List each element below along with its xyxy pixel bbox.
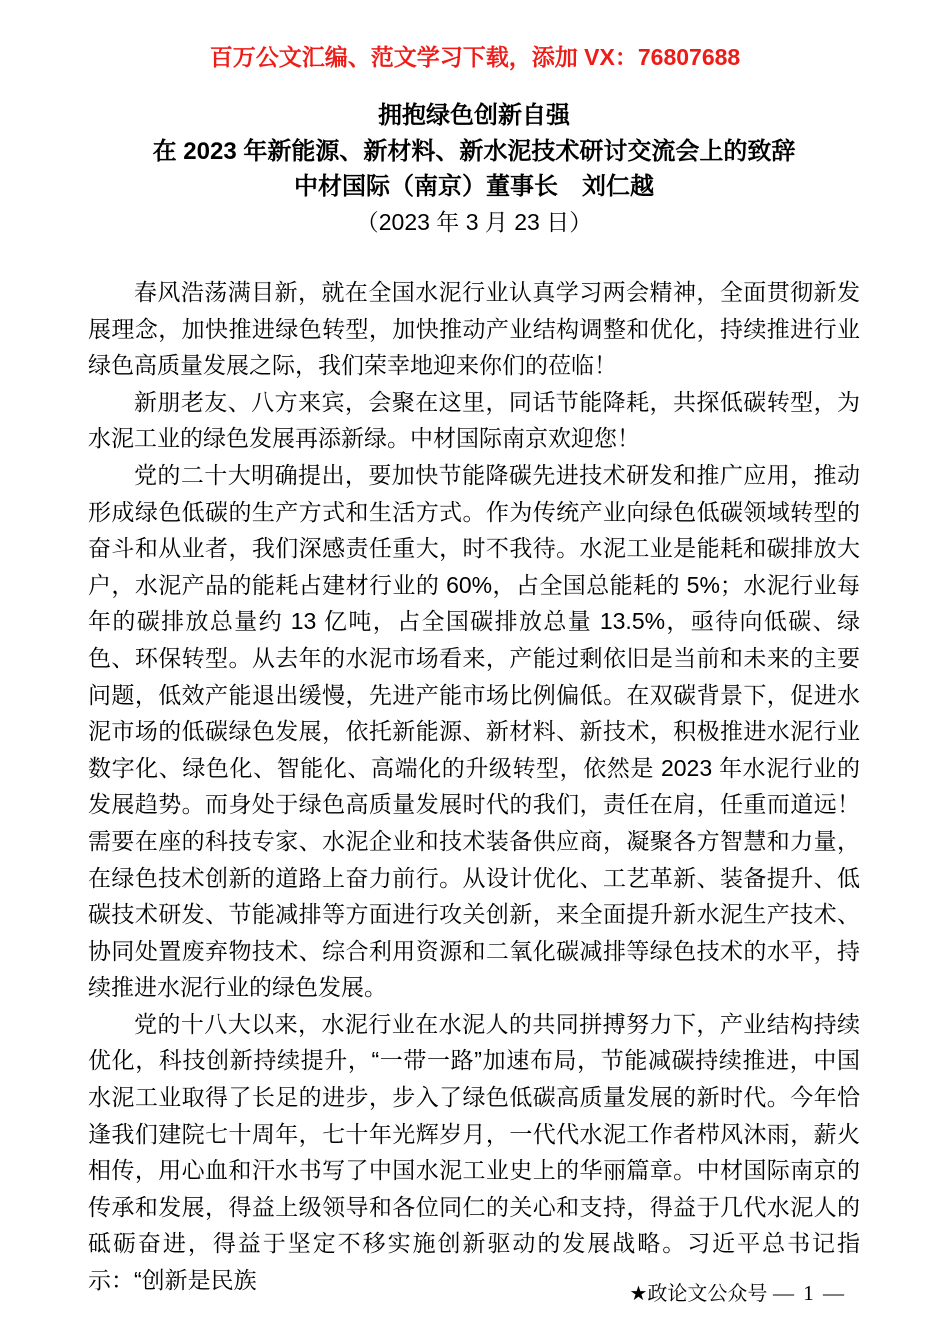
document-body [88, 274, 860, 1299]
date-line: （2023 年 3 月 23 日） [355, 208, 593, 235]
title-block [88, 98, 860, 240]
footer-label: ★政论文公众号 [629, 1283, 768, 1305]
page-footer [630, 1281, 847, 1306]
paragraph-3: 党的二十大明确提出，要加快节能降碳先进技术研发和推广应用，推动形成绿色低碳的生产方式和生活方式。作为传统产业向绿色低碳领域转型的奋斗和从业者，我们深感责任重大，时不我待。水泥工业是能耗和碳排放大户，水泥产品的能耗占建材行业的 60%，占全国总能耗的 5%；水泥行业每年的碳排放总量约 13 亿吨，占全国碳排放总量 13.5%，亟待向低碳、绿色、环保转型。从去年的水泥市场看来，产能过剩依旧是当前和未来的主要问题，低效产能退出缓慢，先进产能市场比例偏低。在双碳背景下，促进水泥市场的低碳绿色发展，依托新能源、新材料、新技术，积极推进水泥行业数字化、绿色化、智能化、高端化的升级转型，依然是 2023 年水泥行业的发展趋势。而身处于绿色高质量发展时代的我们，责任在肩，任重而道远！需要在座的科技专家、水泥企业和技术装备供应商，凝聚各方智慧和力量，在绿色技术创新的道路上奋力前行。从设计优化、工艺革新、装备提升、低碳技术研发、节能减排等方面进行攻关创新，来全面提升新水泥生产技术、协同处置废弃物技术、综合利用资源和二氧化碳减排等绿色技术的水平，持续推进水泥行业的绿色发展。 [88, 461, 860, 1001]
page-number: — 1 — [773, 1281, 846, 1305]
document-subtitle: 在 2023 年新能源、新材料、新水泥技术研讨交流会上的致辞 [152, 137, 796, 165]
paragraph-2: 新朋老友、八方来宾，会聚在这里，同话节能降耗，共探低碳转型，为水泥工业的绿色发展再添新绿。中材国际南京欢迎您！ [88, 388, 860, 452]
paragraph-4: 党的十八大以来，水泥行业在水泥人的共同拼搏努力下，产业结构持续优化，科技创新持续提升，“一带一路”加速布局，节能减碳持续推进，中国水泥工业取得了长足的进步，步入了绿色低碳高质量发展的新时代。今年恰逢我们建院七十周年，七十年光辉岁月，一代代水泥工作者栉风沐雨，薪火相传，用心血和汗水书写了中国水泥工业史上的华丽篇章。中材国际南京的传承和发展，得益上级领导和各位同仁的关心和支持，得益于几代水泥人的砥砺奋进，得益于坚定不移实施创新驱动的发展战略。习近平总书记指示：“创新是民族 [88, 1010, 860, 1294]
header-notice: 百万公文汇编、范文学习下载，添加 VX：76807688 [209, 44, 741, 70]
document-title: 拥抱绿色创新自强 [378, 102, 570, 129]
author-line: 中材国际（南京）董事长 刘仁越 [294, 173, 654, 200]
paragraph-1: 春风浩荡满目新，就在全国水泥行业认真学习两会精神，全面贯彻新发展理念，加快推进绿色转型，加快推动产业结构调整和优化，持续推进行业绿色高质量发展之际，我们荣幸地迎来你们的莅临！ [88, 279, 860, 379]
